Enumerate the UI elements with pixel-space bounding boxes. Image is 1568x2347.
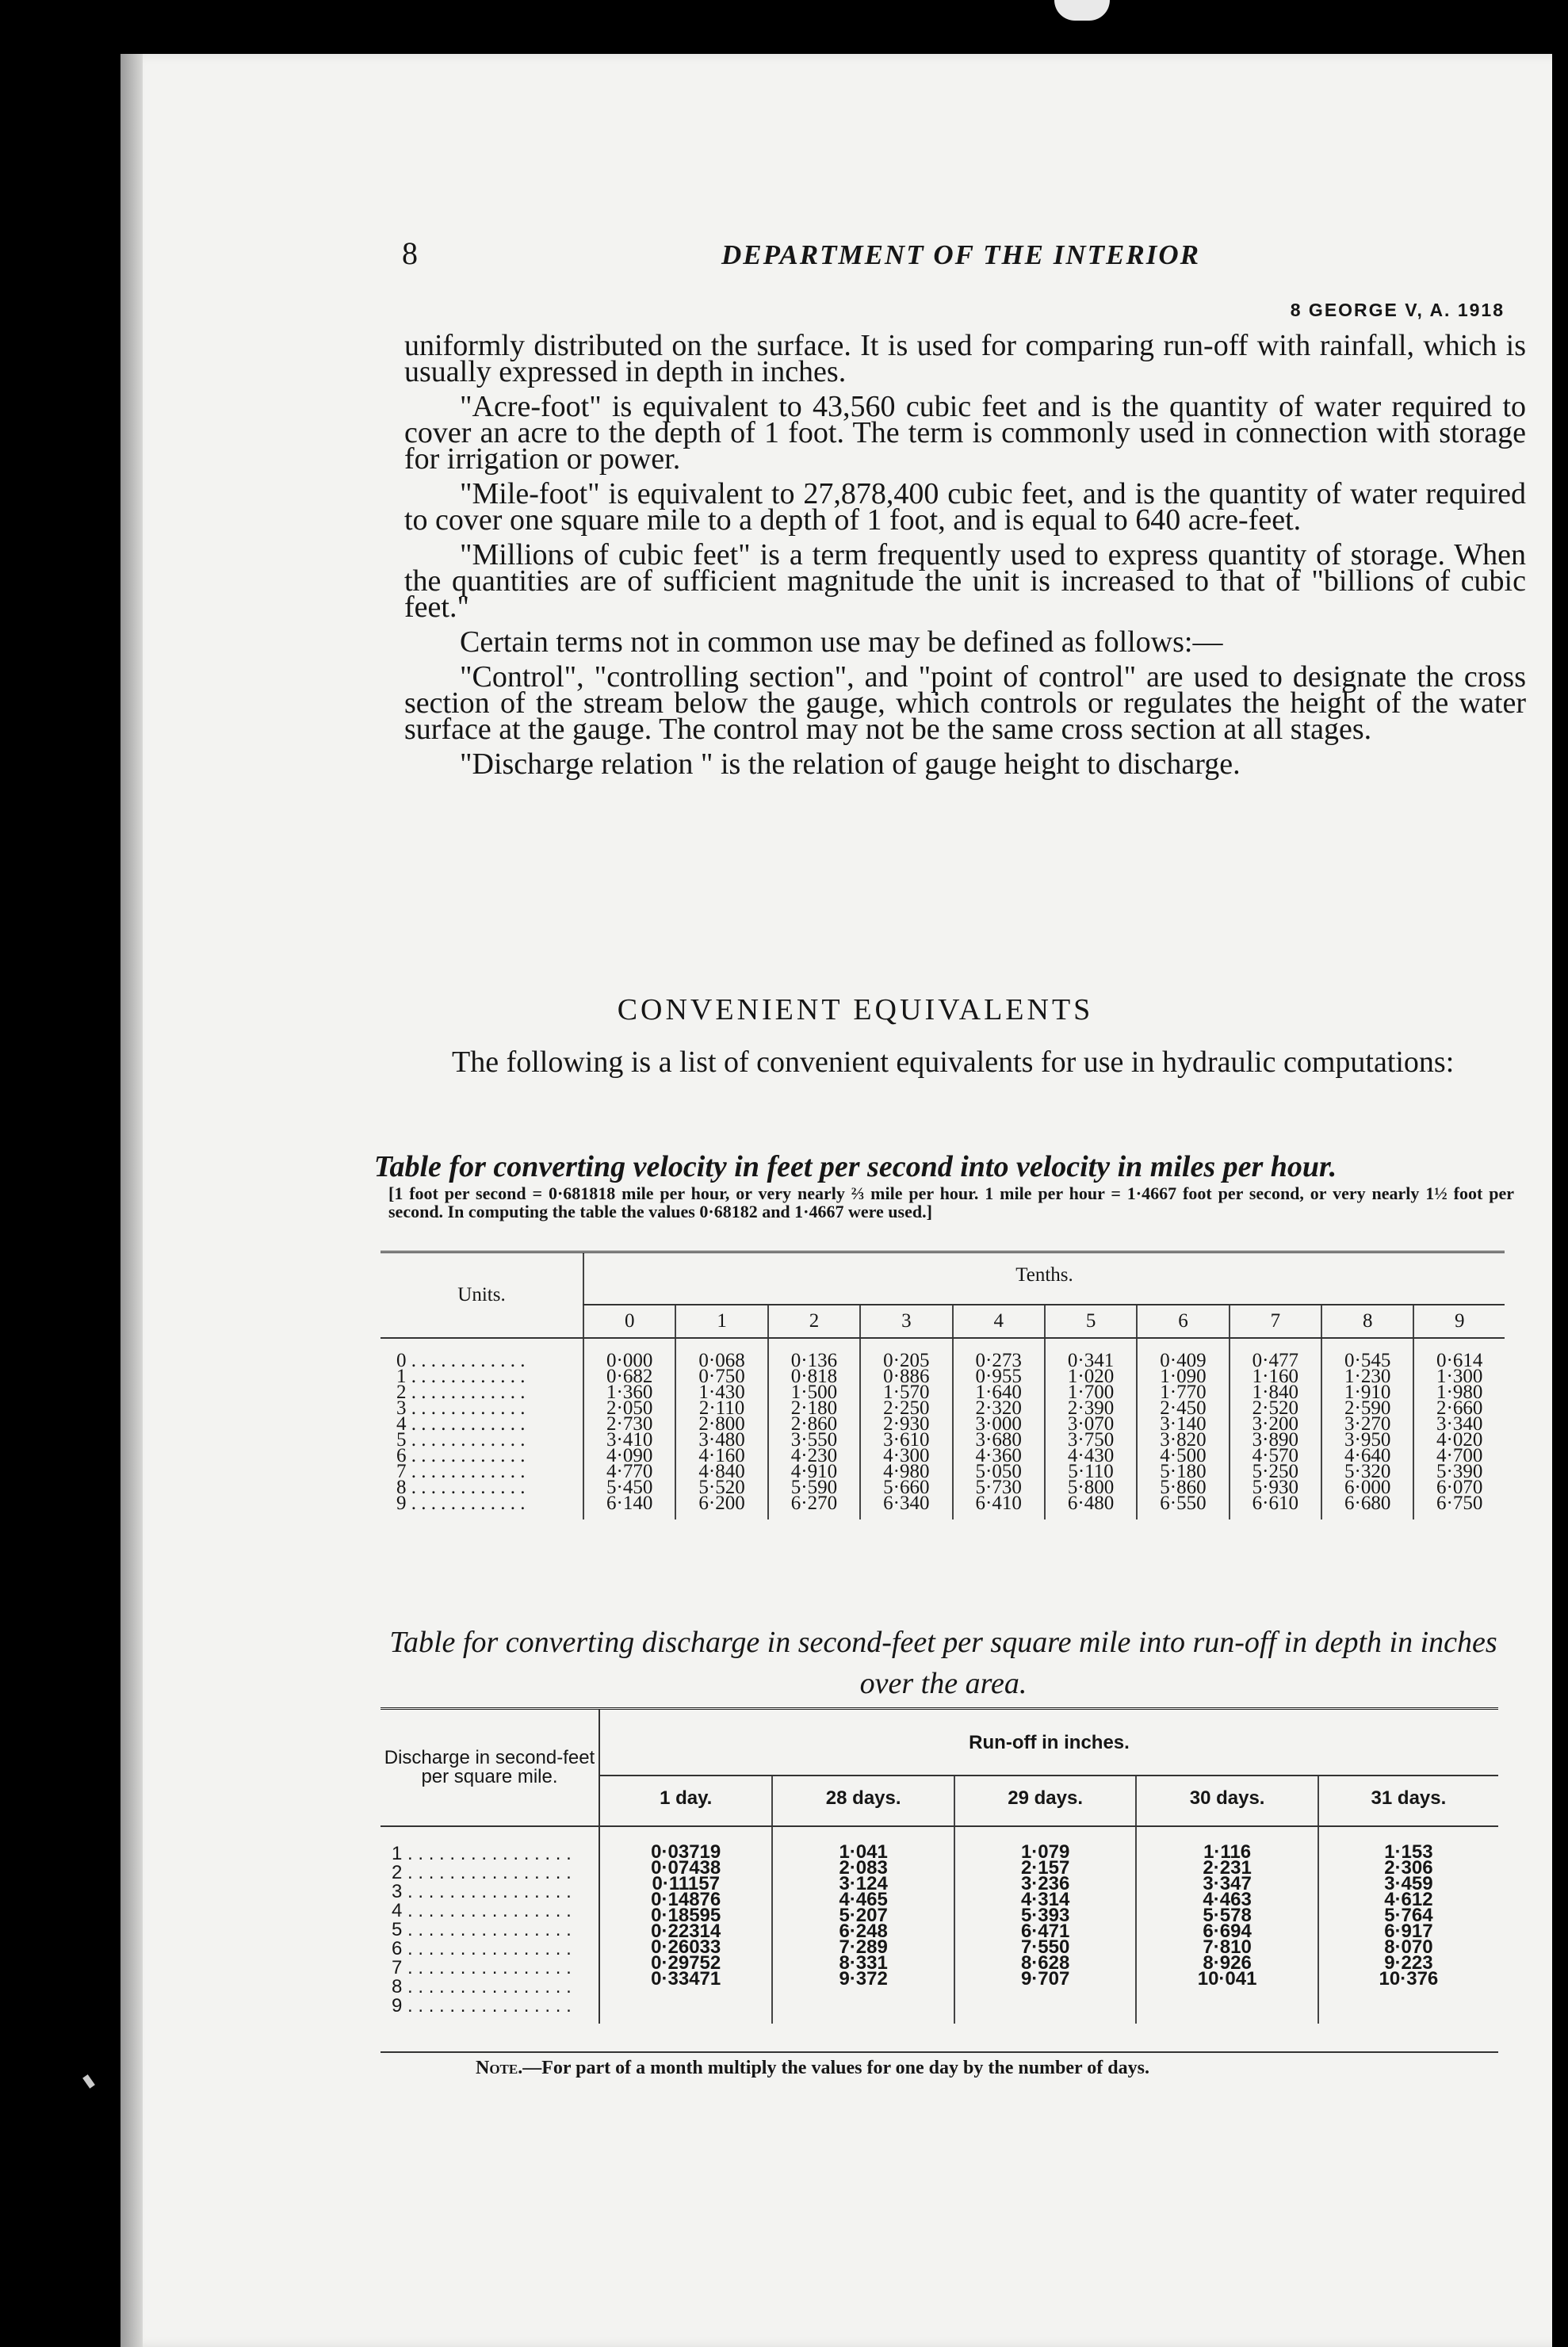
table-cell: 1·840 — [1252, 1382, 1298, 1403]
runoff-column-header: 29 days. — [954, 1776, 1136, 1826]
body-paragraph: Certain terms not in common use may be defined as follows:— — [460, 625, 1223, 659]
table-cell: 1·570 — [883, 1382, 930, 1403]
table-cell: 2·730 — [606, 1413, 653, 1435]
body-text — [404, 329, 1526, 786]
table-cell: 5·390 — [1436, 1461, 1483, 1482]
table-cell: 0·22314 — [651, 1921, 721, 1942]
table-cell: 8·628 — [1020, 1952, 1070, 1974]
table-cell: 3·340 — [1436, 1413, 1483, 1435]
discharge-value: 4 — [392, 1900, 403, 1921]
table-cell: 10·376 — [1379, 1968, 1439, 1990]
table-cell: 3·950 — [1344, 1429, 1391, 1451]
table1-caption: Table for converting velocity in feet per second into velocity in miles per hour. — [373, 1150, 1337, 1183]
runoff-column-header: 31 days. — [1318, 1776, 1498, 1826]
tenths-column — [1137, 1338, 1229, 1519]
unit-value: 6 — [396, 1445, 407, 1466]
table-cell: 6·471 — [1020, 1921, 1070, 1942]
body-paragraph: "Control", "controlling section", and "point of control" are used to designate the cross section of the stream below the gauge, which controls or regulates the height of the water surface at the gauge. The control may not be the same cross section at all stages. — [404, 660, 1526, 746]
table-cell: 0·205 — [883, 1350, 930, 1371]
table2-caption: Table for converting discharge in second-feet per square mile into run-off in depth in inches over the area. — [389, 1626, 1497, 1700]
runoff-column — [1136, 1826, 1318, 2024]
table-cell: 2·050 — [606, 1397, 653, 1419]
table-cell: 2·520 — [1252, 1397, 1298, 1419]
page-number: 8 — [402, 235, 418, 271]
table-cell: 3·890 — [1252, 1429, 1298, 1451]
table-cell: 4·463 — [1203, 1889, 1252, 1910]
discharge-value: 1 — [392, 1843, 403, 1864]
table-cell: 2·306 — [1384, 1857, 1433, 1879]
table-cell: 6·680 — [1344, 1493, 1391, 1514]
table-cell: 3·140 — [1160, 1413, 1207, 1435]
table-cell: 4·640 — [1344, 1445, 1391, 1466]
table-cell: 2·157 — [1020, 1857, 1070, 1879]
table-cell: 8·331 — [839, 1952, 888, 1974]
tenths-column — [1321, 1338, 1413, 1519]
table-cell: 2·590 — [1344, 1397, 1391, 1419]
table-cell: 6·248 — [839, 1921, 888, 1942]
table-cell: 3·347 — [1203, 1873, 1252, 1894]
table-cell: 4·700 — [1436, 1445, 1483, 1466]
running-head: DEPARTMENT OF THE INTERIOR — [721, 239, 1200, 270]
units-column — [381, 1338, 583, 1519]
table-cell: 1·770 — [1160, 1382, 1207, 1403]
table-cell: 5·578 — [1203, 1905, 1252, 1926]
table-cell: 4·430 — [1067, 1445, 1115, 1466]
table1-note: [1 foot per second = 0·681818 mile per hour, or very nearly ⅔ mile per hour. 1 mile per hour = 1·4667 foot per second, or very nearly 1½ foot per second. In computing the table the values 0·68182 and 1·4667 were used.] — [388, 1183, 1514, 1221]
runoff-column-header: 1 day. — [599, 1776, 772, 1826]
tenths-column-header: 8 — [1321, 1305, 1413, 1338]
body-paragraph: uniformly distributed on the surface. It is used for comparing run-off with rainfall, which is usually expressed in depth in inches. — [404, 329, 1526, 388]
runoff-table — [381, 1707, 1498, 2024]
discharge-value: 7 — [392, 1957, 403, 1978]
tenths-column — [953, 1338, 1045, 1519]
table-cell: 1·079 — [1020, 1841, 1070, 1863]
unit-label: 1 . . . . . . . . . . . . — [396, 1366, 526, 1387]
table-cell: 0·33471 — [651, 1968, 721, 1990]
tenths-column-header: 3 — [860, 1305, 952, 1338]
discharge-label: 1 . . . . . . . . . . . . . . . . — [392, 1843, 572, 1864]
table-cell: 9·372 — [839, 1968, 888, 1990]
intro-paragraph: The following is a list of convenient equivalents for use in hydraulic computations: — [452, 1045, 1455, 1079]
table-cell: 6·070 — [1436, 1477, 1483, 1498]
table-cell: 2·180 — [790, 1397, 838, 1419]
discharge-label: 7 . . . . . . . . . . . . . . . . — [392, 1957, 572, 1978]
table-cell: 2·250 — [883, 1397, 930, 1419]
tenths-header: Tenths. — [583, 1252, 1505, 1305]
tenths-column-header: 0 — [583, 1305, 675, 1338]
tenths-column — [768, 1338, 860, 1519]
table-cell: 3·820 — [1160, 1429, 1207, 1451]
table-cell: 6·550 — [1160, 1493, 1207, 1514]
table-cell: 2·320 — [975, 1397, 1022, 1419]
discharge-label: 2 . . . . . . . . . . . . . . . . — [392, 1862, 572, 1883]
unit-value: 2 — [396, 1382, 407, 1403]
unit-value: 5 — [396, 1429, 407, 1451]
table-cell: 4·360 — [975, 1445, 1022, 1466]
table-cell: 3·750 — [1067, 1429, 1115, 1451]
table-cell: 0·341 — [1067, 1350, 1115, 1371]
table-cell: 0·07438 — [651, 1857, 721, 1879]
table-cell: 0·818 — [790, 1366, 838, 1387]
runoff-column-header: 28 days. — [772, 1776, 954, 1826]
note-label: Note. — [476, 2058, 523, 2078]
table-cell: 6·410 — [975, 1493, 1022, 1514]
discharge-value: 3 — [392, 1881, 403, 1902]
table-cell: 2·860 — [790, 1413, 838, 1435]
table-cell: 2·110 — [698, 1397, 745, 1419]
velocity-table — [381, 1251, 1505, 1519]
table-cell: 0·955 — [975, 1366, 1022, 1387]
unit-value: 8 — [396, 1477, 407, 1498]
runoff-column — [1318, 1826, 1498, 2024]
table-cell: 4·570 — [1252, 1445, 1298, 1466]
table-cell: 5·800 — [1067, 1477, 1115, 1498]
unit-value: 4 — [396, 1413, 407, 1435]
table-cell: 1·153 — [1384, 1841, 1433, 1863]
table-cell: 6·480 — [1067, 1493, 1115, 1514]
table-cell: 5·320 — [1344, 1461, 1391, 1482]
unit-label: 4 . . . . . . . . . . . . — [396, 1413, 526, 1435]
scan-artifact-mark — [82, 2074, 95, 2089]
table-cell: 5·393 — [1020, 1905, 1070, 1926]
table-cell: 7·289 — [839, 1936, 888, 1958]
table-cell: 3·070 — [1067, 1413, 1115, 1435]
page-binding-edge — [120, 54, 143, 2347]
table-cell: 0·03719 — [651, 1841, 721, 1863]
table-cell: 0·29752 — [651, 1952, 721, 1974]
tenths-column — [1230, 1338, 1321, 1519]
table-cell: 3·550 — [790, 1429, 838, 1451]
table-cell: 5·180 — [1160, 1461, 1207, 1482]
table-cell: 3·410 — [606, 1429, 653, 1451]
table-cell: 9·707 — [1020, 1968, 1070, 1990]
unit-label: 3 . . . . . . . . . . . . — [396, 1397, 526, 1419]
table-cell: 2·390 — [1067, 1397, 1115, 1419]
table-cell: 6·000 — [1344, 1477, 1391, 1498]
table-cell: 1·700 — [1067, 1382, 1115, 1403]
table-cell: 5·110 — [1068, 1461, 1114, 1482]
table-cell: 6·694 — [1203, 1921, 1252, 1942]
table-cell: 6·140 — [606, 1493, 653, 1514]
table-cell: 0·477 — [1252, 1350, 1298, 1371]
tenths-column-header: 7 — [1230, 1305, 1321, 1338]
unit-value: 3 — [396, 1397, 407, 1419]
table-cell: 4·612 — [1384, 1889, 1433, 1910]
table-cell: 3·459 — [1384, 1873, 1433, 1894]
scan-artifact — [1054, 0, 1110, 21]
tenths-column-header: 5 — [1045, 1305, 1137, 1338]
table-cell: 4·160 — [698, 1445, 745, 1466]
table-cell: 3·236 — [1020, 1873, 1070, 1894]
table-cell: 3·610 — [883, 1429, 930, 1451]
table-cell: 0·273 — [975, 1350, 1022, 1371]
unit-value: 1 — [396, 1366, 407, 1387]
table-cell: 0·545 — [1344, 1350, 1391, 1371]
table-cell: 5·520 — [698, 1477, 745, 1498]
table-cell: 0·886 — [883, 1366, 930, 1387]
table-cell: 0·26033 — [651, 1936, 721, 1958]
table2-note — [476, 2058, 1149, 2079]
discharge-value: 9 — [392, 1995, 403, 2016]
discharge-label: 3 . . . . . . . . . . . . . . . . — [392, 1881, 572, 1902]
table-cell: 6·750 — [1436, 1493, 1483, 1514]
runoff-column — [772, 1826, 954, 2024]
discharge-label: 4 . . . . . . . . . . . . . . . . — [392, 1900, 572, 1921]
session-label: 8 GEORGE V, A. 1918 — [1290, 300, 1505, 320]
discharge-label: 6 . . . . . . . . . . . . . . . . — [392, 1938, 572, 1959]
table-cell: 1·160 — [1252, 1366, 1298, 1387]
table-cell: 0·614 — [1436, 1350, 1483, 1371]
runoff-header: Run-off in inches. — [599, 1709, 1498, 1776]
table-cell: 0·000 — [606, 1350, 653, 1371]
table-cell: 1·360 — [606, 1382, 653, 1403]
tenths-column-header: 2 — [768, 1305, 860, 1338]
table-cell: 0·409 — [1160, 1350, 1207, 1371]
table-cell: 4·230 — [790, 1445, 838, 1466]
table-cell: 1·430 — [698, 1382, 745, 1403]
discharge-header: Discharge in second-feet per square mile. — [381, 1709, 599, 1827]
unit-label: 5 . . . . . . . . . . . . — [396, 1429, 526, 1451]
table-cell: 3·680 — [975, 1429, 1022, 1451]
body-paragraph: "Discharge relation " is the relation of gauge height to discharge. — [460, 747, 1241, 781]
table-cell: 1·980 — [1436, 1382, 1483, 1403]
tenths-column-header: 1 — [675, 1305, 767, 1338]
section-heading: CONVENIENT EQUIVALENTS — [617, 993, 1094, 1026]
table-cell: 0·14876 — [651, 1889, 721, 1910]
units-header: Units. — [381, 1252, 583, 1339]
table-cell: 5·590 — [790, 1477, 838, 1498]
table-cell: 0·068 — [698, 1350, 745, 1371]
table-cell: 4·314 — [1020, 1889, 1070, 1910]
unit-label: 8 . . . . . . . . . . . . — [396, 1477, 526, 1498]
table-cell: 0·750 — [698, 1366, 745, 1387]
table-cell: 0·136 — [790, 1350, 838, 1371]
table-cell: 6·270 — [790, 1493, 838, 1514]
table2-bottom-rule — [381, 2051, 1498, 2053]
table-cell: 1·300 — [1436, 1366, 1483, 1387]
table-cell: 3·200 — [1252, 1413, 1298, 1435]
table-cell: 3·270 — [1344, 1413, 1391, 1435]
table-cell: 2·800 — [698, 1413, 745, 1435]
table-cell: 10·041 — [1197, 1968, 1257, 1990]
table-cell: 2·083 — [839, 1857, 888, 1879]
runoff-column-header: 30 days. — [1136, 1776, 1318, 1826]
tenths-column-header: 4 — [953, 1305, 1045, 1338]
table-cell: 1·910 — [1344, 1382, 1391, 1403]
table-cell: 4·090 — [606, 1445, 653, 1466]
discharge-column — [381, 1826, 599, 2024]
table-cell: 5·450 — [606, 1477, 653, 1498]
unit-label: 7 . . . . . . . . . . . . — [396, 1461, 526, 1482]
discharge-label: 5 . . . . . . . . . . . . . . . . — [392, 1919, 572, 1940]
tenths-column — [583, 1338, 675, 1519]
tenths-column — [1413, 1338, 1505, 1519]
runoff-column — [599, 1826, 772, 2024]
table-cell: 5·930 — [1252, 1477, 1298, 1498]
tenths-column-header: 6 — [1137, 1305, 1229, 1338]
unit-label: 6 . . . . . . . . . . . . — [396, 1445, 526, 1466]
table-cell: 2·660 — [1436, 1397, 1483, 1419]
table-cell: 4·020 — [1436, 1429, 1483, 1451]
table-cell: 1·020 — [1067, 1366, 1115, 1387]
discharge-value: 8 — [392, 1976, 403, 1997]
table-cell: 6·200 — [698, 1493, 745, 1514]
tenths-column — [860, 1338, 952, 1519]
table-cell: 4·465 — [839, 1889, 888, 1910]
table-cell: 4·980 — [883, 1461, 930, 1482]
unit-value: 9 — [396, 1493, 407, 1514]
table-cell: 4·770 — [606, 1461, 653, 1482]
table-cell: 5·660 — [883, 1477, 930, 1498]
table-cell: 1·500 — [790, 1382, 838, 1403]
table-cell: 7·550 — [1020, 1936, 1070, 1958]
table-cell: 3·000 — [975, 1413, 1022, 1435]
note-text: —For part of a month multiply the values for one day by the number of days. — [522, 2058, 1149, 2078]
table-cell: 6·610 — [1252, 1493, 1298, 1514]
table-cell: 4·500 — [1160, 1445, 1207, 1466]
table-cell: 8·926 — [1203, 1952, 1252, 1974]
table-cell: 2·450 — [1160, 1397, 1207, 1419]
tenths-column — [675, 1338, 767, 1519]
tenths-column-header: 9 — [1413, 1305, 1505, 1338]
table-cell: 6·917 — [1384, 1921, 1433, 1942]
table-cell: 5·050 — [975, 1461, 1022, 1482]
discharge-value: 6 — [392, 1938, 403, 1959]
table-cell: 0·682 — [606, 1366, 653, 1387]
table-cell: 3·124 — [839, 1873, 888, 1894]
table-cell: 5·764 — [1384, 1905, 1433, 1926]
table-cell: 7·810 — [1203, 1936, 1252, 1958]
table-cell: 2·231 — [1203, 1857, 1252, 1879]
unit-label: 9 . . . . . . . . . . . . — [396, 1493, 526, 1514]
table-cell: 0·11157 — [652, 1873, 720, 1894]
table-cell: 1·230 — [1344, 1366, 1391, 1387]
table-cell: 4·300 — [883, 1445, 930, 1466]
table-cell: 5·207 — [839, 1905, 888, 1926]
table-cell: 5·730 — [975, 1477, 1022, 1498]
table-cell: 0·18595 — [651, 1905, 721, 1926]
table-cell: 1·116 — [1203, 1841, 1252, 1863]
table-cell: 1·041 — [839, 1841, 888, 1863]
table-cell: 1·640 — [975, 1382, 1022, 1403]
discharge-label: 8 . . . . . . . . . . . . . . . . — [392, 1976, 572, 1997]
table-cell: 9·223 — [1384, 1952, 1433, 1974]
body-paragraph: "Mile-foot" is equivalent to 27,878,400 cubic feet, and is the quantity of water required to cover one square mile to a depth of 1 foot, and is equal to 640 acre-feet. — [404, 477, 1526, 537]
runoff-column — [954, 1826, 1136, 2024]
tenths-column — [1045, 1338, 1137, 1519]
body-paragraph: "Acre-foot" is equivalent to 43,560 cubic feet and is the quantity of water required to cover an acre to the depth of 1 foot. The term is commonly used in connection with storage for irrigation or power. — [404, 390, 1526, 476]
discharge-value: 5 — [392, 1919, 403, 1940]
body-paragraph: "Millions of cubic feet" is a term frequently used to express quantity of storage. When the quantities are of sufficient magnitude the unit is increased to that of "billions of cubic feet." — [404, 538, 1526, 624]
unit-value: 0 — [396, 1350, 407, 1371]
table-cell: 6·340 — [883, 1493, 930, 1514]
unit-label: 0 . . . . . . . . . . . . — [396, 1350, 526, 1371]
table-cell: 8·070 — [1384, 1936, 1433, 1958]
table-cell: 2·930 — [883, 1413, 930, 1435]
discharge-label: 9 . . . . . . . . . . . . . . . . — [392, 1995, 572, 2016]
unit-label: 2 . . . . . . . . . . . . — [396, 1382, 526, 1403]
table-cell: 4·840 — [698, 1461, 745, 1482]
table-cell: 5·860 — [1160, 1477, 1207, 1498]
table-cell: 4·910 — [790, 1461, 838, 1482]
table-cell: 5·250 — [1252, 1461, 1298, 1482]
discharge-value: 2 — [392, 1862, 403, 1883]
table-cell: 1·090 — [1160, 1366, 1207, 1387]
table-cell: 3·480 — [698, 1429, 745, 1451]
unit-value: 7 — [396, 1461, 407, 1482]
